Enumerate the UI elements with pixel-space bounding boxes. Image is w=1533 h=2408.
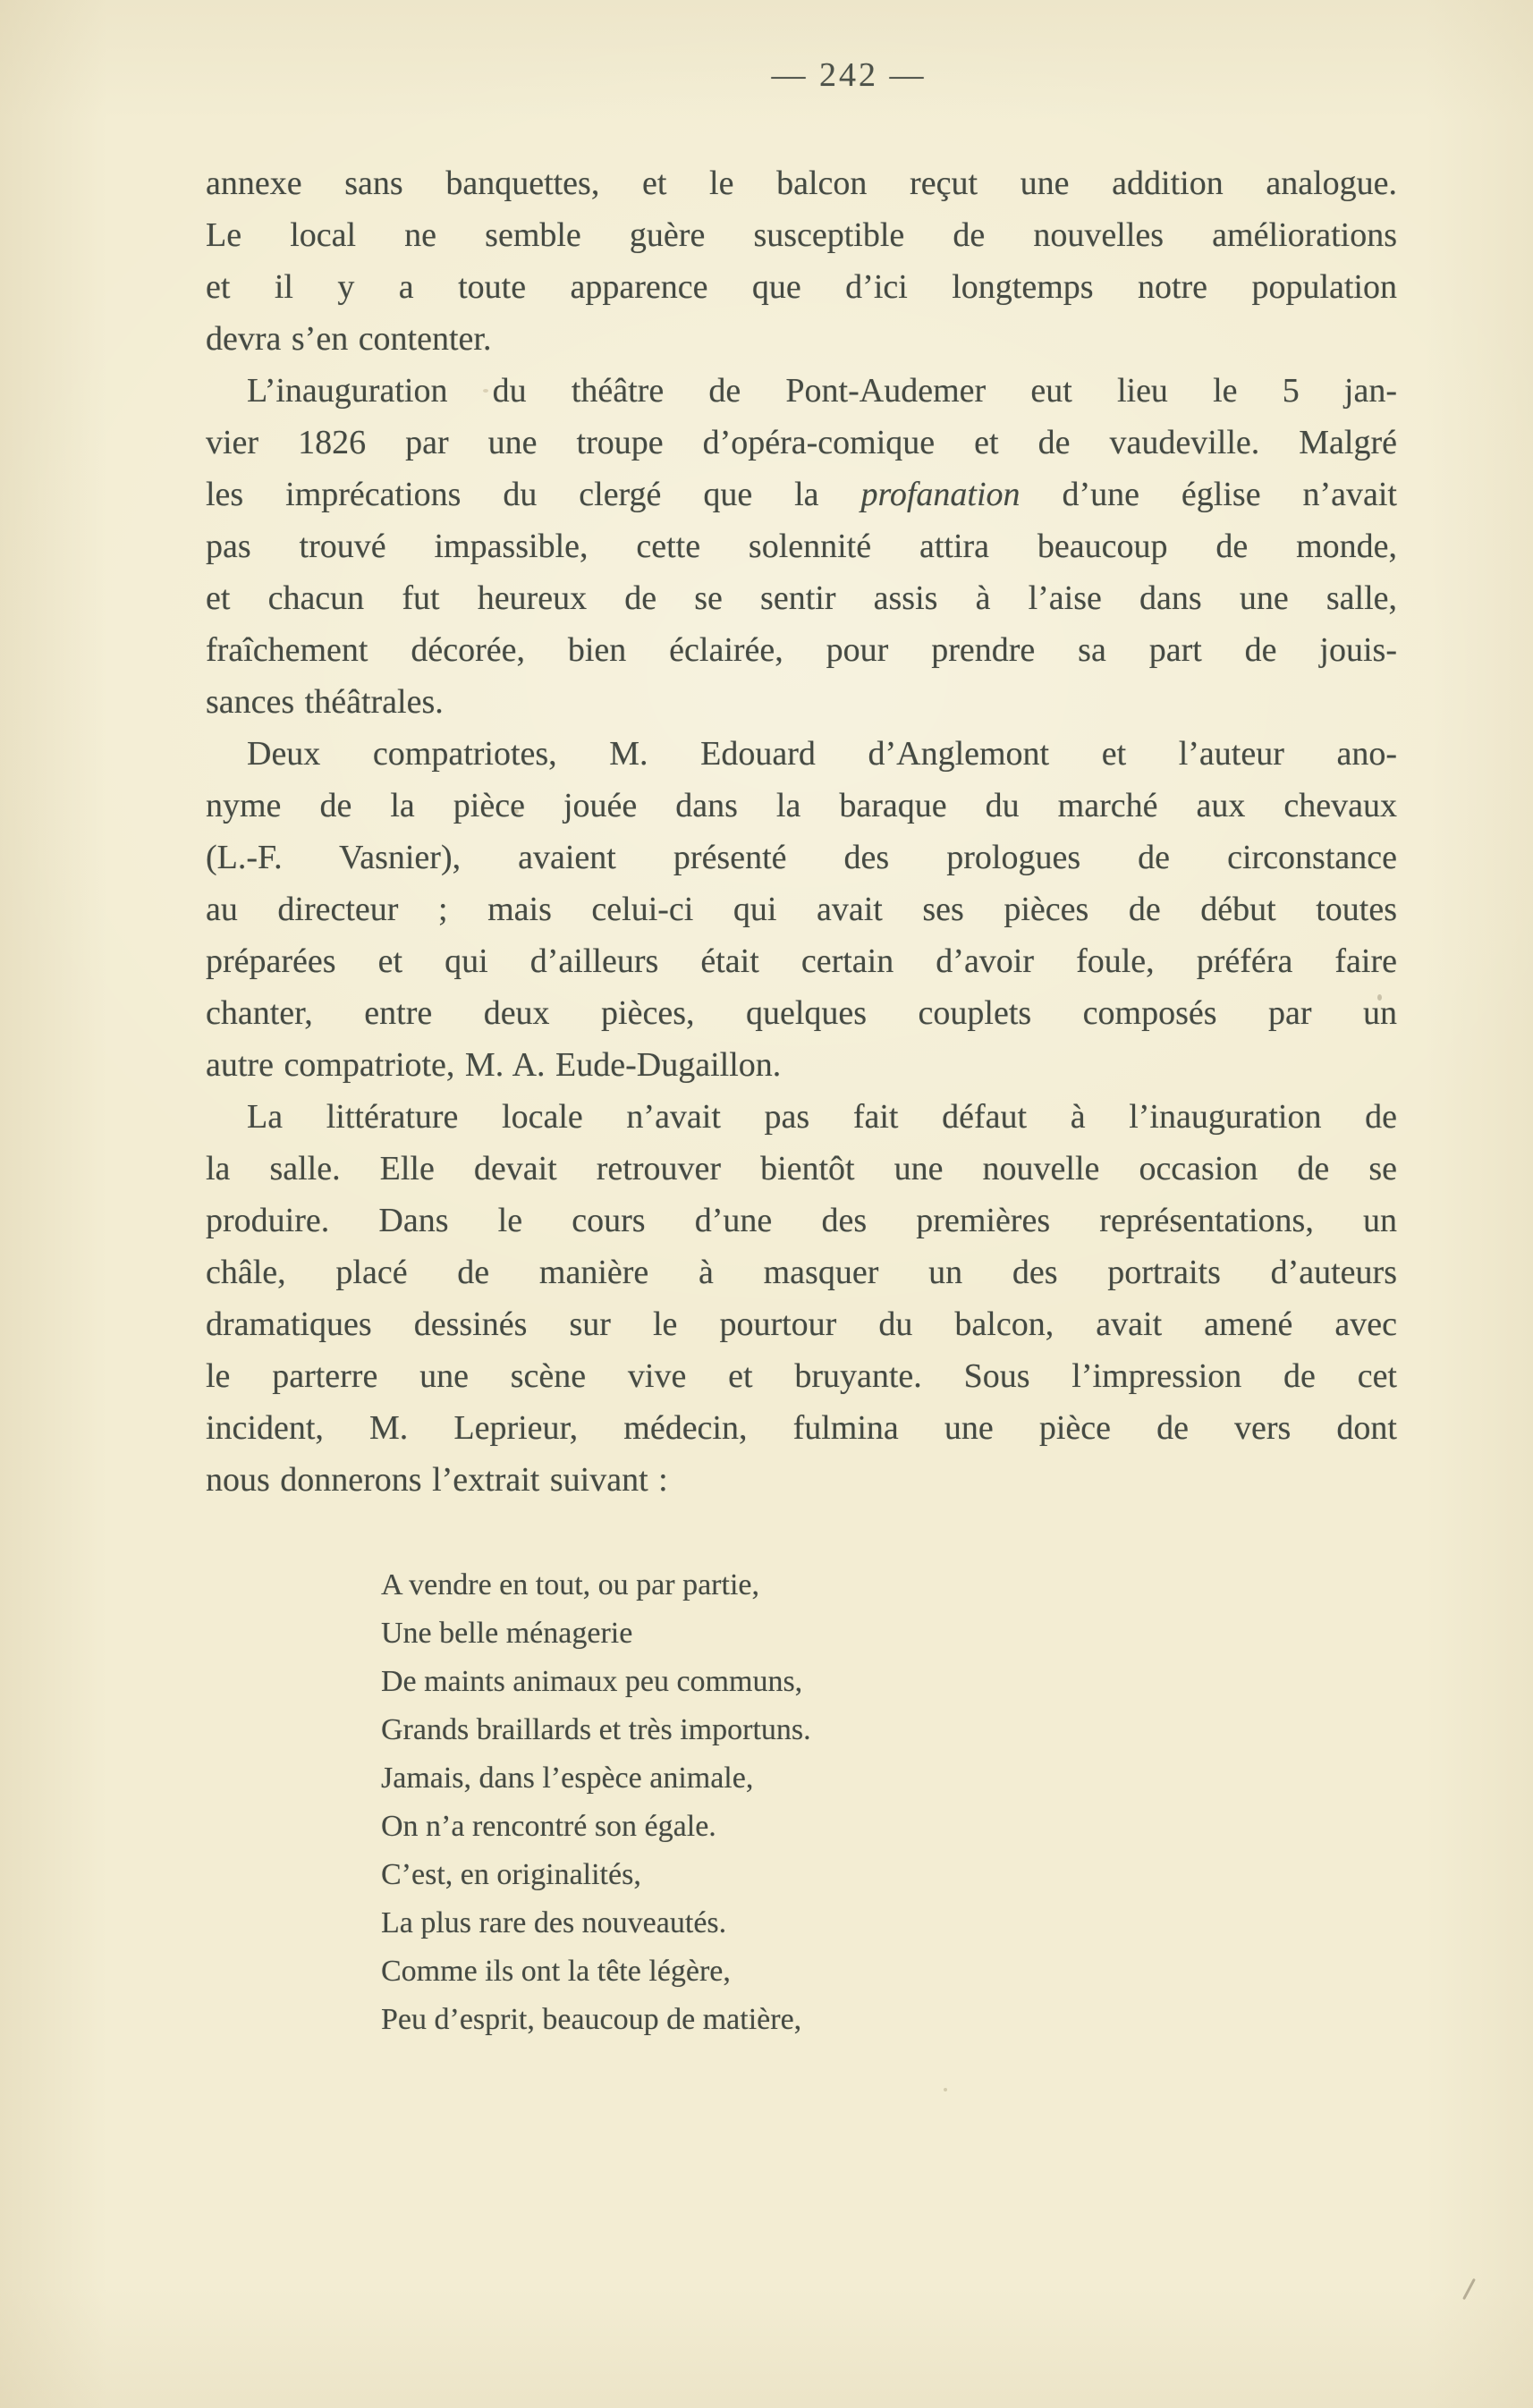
text-line: (L.-F. Vasnier), avaient présenté des prologues de circonstance	[206, 839, 1397, 876]
text-line: devra s’en contenter.	[206, 320, 492, 358]
paragraph	[206, 1091, 1397, 1506]
text-line: les imprécations du clergé que la profanation d’une église n’avait	[206, 476, 1397, 513]
paper-speck	[514, 809, 519, 814]
verse-line: Peu d’esprit, beaucoup de matière,	[381, 2003, 802, 2036]
text-line: la salle. Elle devait retrouver bientôt une nouvelle occasion de se	[206, 1150, 1397, 1187]
scan-artifact-mark	[1462, 2278, 1476, 2300]
verse-line: De maints animaux peu communs,	[381, 1665, 803, 1698]
verse-line: Comme ils ont la tête légère,	[381, 1955, 731, 1988]
text-line: nous donnerons l’extrait suivant :	[206, 1461, 668, 1499]
text-line: sances théâtrales.	[206, 683, 444, 721]
paragraph	[206, 157, 1397, 365]
verse-line: La plus rare des nouveautés.	[381, 1906, 727, 1939]
text-line: nyme de la pièce jouée dans la baraque du marché aux chevaux	[206, 787, 1397, 824]
text-line: L’inauguration du théâtre de Pont-Audemer eut lieu le 5 jan-	[247, 372, 1397, 410]
verse-line: Grands braillards et très importuns.	[381, 1713, 811, 1746]
text-line: et chacun fut heureux de se sentir assis à l’aise dans une salle,	[206, 579, 1397, 617]
text-line: au directeur ; mais celui-ci qui avait ses pièces de début toutes	[206, 891, 1397, 928]
verse-line: A vendre en tout, ou par partie,	[381, 1568, 759, 1601]
paper-speck	[1377, 994, 1382, 1001]
text-line: incident, M. Leprieur, médecin, fulmina une pièce de vers dont	[206, 1409, 1397, 1447]
text-line: Deux compatriotes, M. Edouard d’Anglemont et l’auteur ano-	[247, 735, 1397, 773]
paper-speck	[944, 2088, 947, 2091]
text-line: Le local ne semble guère susceptible de nouvelles améliorations	[206, 216, 1397, 254]
text-line: annexe sans banquettes, et le balcon reçut une addition analogue.	[206, 165, 1397, 202]
text-block	[206, 157, 1397, 1506]
text-line: produire. Dans le cours d’une des premières représentations, un	[206, 1202, 1397, 1239]
verse-line: Une belle ménagerie	[381, 1617, 633, 1650]
verse-line: C’est, en originalités,	[381, 1858, 641, 1891]
paper-speck	[483, 389, 488, 393]
text-line: châle, placé de manière à masquer un des portraits d’auteurs	[206, 1254, 1397, 1291]
verse-line: On n’a rencontré son égale.	[381, 1810, 716, 1843]
text-line: le parterre une scène vive et bruyante. Sous l’impression de cet	[206, 1357, 1397, 1395]
text-line: La littérature locale n’avait pas fait défaut à l’inauguration de	[247, 1098, 1397, 1136]
paragraph	[206, 728, 1397, 1091]
page-number-text: — 242 —	[771, 56, 927, 94]
text-line: autre compatriote, M. A. Eude-Dugaillon.	[206, 1046, 782, 1084]
text-line: chanter, entre deux pièces, quelques couplets composés par un	[206, 994, 1397, 1032]
text-line: vier 1826 par une troupe d’opéra-comique et de vaudeville. Malgré	[206, 424, 1397, 461]
paragraph	[206, 365, 1397, 728]
verse-block	[381, 1561, 1186, 2044]
text-line: dramatiques dessinés sur le pourtour du balcon, avait amené avec	[206, 1305, 1397, 1343]
text-line: pas trouvé impassible, cette solennité attira beaucoup de monde,	[206, 528, 1397, 565]
text-line: fraîchement décorée, bien éclairée, pour prendre sa part de jouis-	[206, 631, 1397, 669]
page-number	[0, 55, 1533, 95]
verse-line: Jamais, dans l’espèce animale,	[381, 1762, 754, 1795]
text-line: et il y a toute apparence que d’ici longtemps notre population	[206, 268, 1397, 306]
text-line: préparées et qui d’ailleurs était certain d’avoir foule, préféra faire	[206, 942, 1397, 980]
